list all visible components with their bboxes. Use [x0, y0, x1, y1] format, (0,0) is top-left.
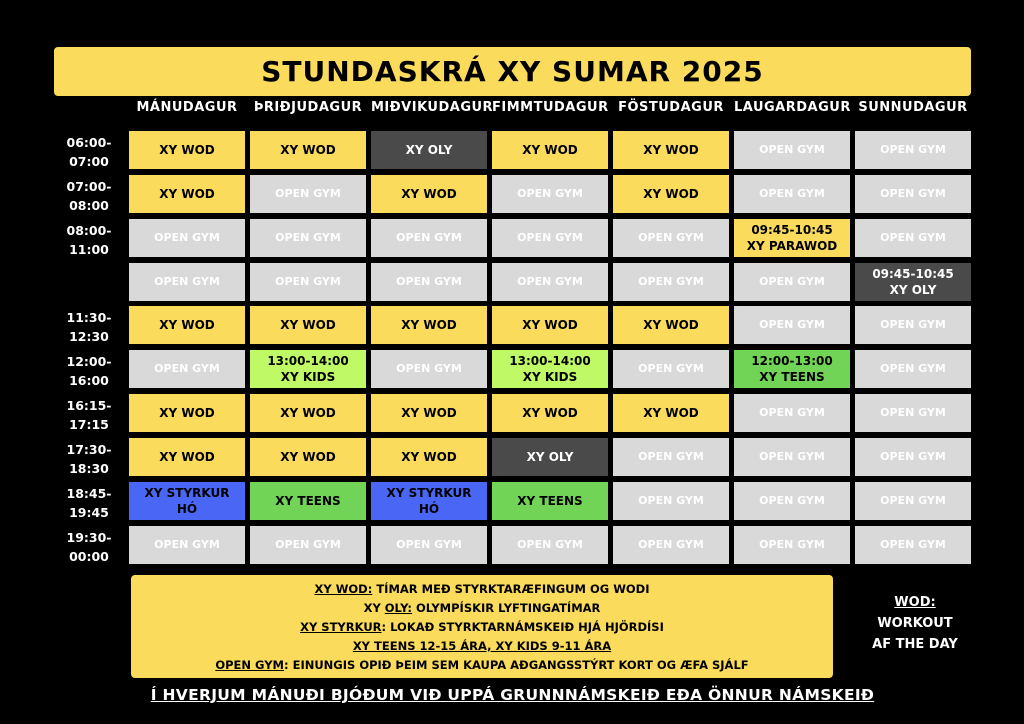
schedule-cell — [129, 175, 245, 213]
time-end: 07:00 — [69, 154, 109, 169]
time-end: 18:30 — [69, 461, 109, 476]
legend-prefix: XY — [363, 600, 385, 615]
schedule-cell — [855, 306, 971, 344]
schedule-cell — [613, 219, 729, 257]
day-header: FIMMTUDAGUR — [492, 100, 609, 115]
time-label — [54, 352, 124, 390]
schedule-cell — [129, 394, 245, 432]
cell-line: OPEN GYM — [638, 494, 704, 507]
time-start: 17:30- — [66, 442, 112, 457]
cell-line: OPEN GYM — [396, 538, 462, 551]
schedule-cell — [371, 394, 487, 432]
legend-key: XY TEENS 12-15 ÁRA, XY KIDS 9-11 ÁRA — [352, 638, 612, 653]
schedule-cell — [129, 438, 245, 476]
schedule-cell — [734, 394, 850, 432]
cell-line: XY WOD — [643, 406, 699, 420]
wod-note-title: WOD: — [894, 595, 936, 610]
cell-line: XY WOD — [401, 318, 457, 332]
schedule-cell — [250, 306, 366, 344]
time-start: 08:00- — [66, 223, 112, 238]
schedule-cell — [855, 482, 971, 520]
schedule-cell — [250, 219, 366, 257]
schedule-cell — [492, 438, 608, 476]
time-end: 00:00 — [69, 549, 109, 564]
schedule-cell — [492, 263, 608, 301]
cell-line: 12:00-13:00 — [751, 354, 833, 368]
time-label — [54, 440, 124, 478]
cell-line: OPEN GYM — [880, 187, 946, 200]
time-end: 19:45 — [69, 505, 109, 520]
cell-line: OPEN GYM — [880, 231, 946, 244]
cell-line: XY WOD — [643, 187, 699, 201]
schedule-cell — [492, 350, 608, 388]
cell-line: XY WOD — [280, 406, 336, 420]
time-label — [54, 221, 124, 259]
cell-line: OPEN GYM — [275, 275, 341, 288]
time-end: 17:15 — [69, 417, 109, 432]
schedule-cell — [855, 394, 971, 432]
cell-line: XY WOD — [159, 318, 215, 332]
cell-line: XY STYRKUR — [144, 486, 230, 500]
cell-line: XY WOD — [159, 450, 215, 464]
cell-line: OPEN GYM — [517, 187, 583, 200]
cell-line: 09:45-10:45 — [751, 223, 833, 237]
schedule-cell — [492, 482, 608, 520]
cell-line: XY OLY — [405, 143, 453, 157]
cell-line: OPEN GYM — [759, 187, 825, 200]
legend-text: OLYMPÍSKIR LYFTINGATÍMAR — [412, 600, 601, 615]
day-header: MIÐVIKUDAGUR — [371, 100, 494, 115]
schedule-cell — [371, 175, 487, 213]
schedule-cell — [613, 394, 729, 432]
time-start: 07:00- — [66, 179, 112, 194]
cell-line: XY WOD — [280, 318, 336, 332]
cell-line: OPEN GYM — [396, 231, 462, 244]
schedule-cell — [492, 175, 608, 213]
cell-line: OPEN GYM — [517, 538, 583, 551]
day-header: MÁNUDAGUR — [136, 100, 238, 115]
day-header: ÞRIÐJUDAGUR — [253, 100, 363, 115]
cell-line: XY WOD — [280, 143, 336, 157]
wod-note-line2: AF THE DAY — [872, 637, 958, 652]
schedule-cell — [129, 263, 245, 301]
cell-line: 09:45-10:45 — [872, 267, 954, 281]
time-end: 16:00 — [69, 373, 109, 388]
time-label — [54, 528, 124, 566]
cell-line: OPEN GYM — [154, 275, 220, 288]
schedule-cell — [250, 175, 366, 213]
schedule-cell — [371, 131, 487, 169]
schedule-cell — [129, 306, 245, 344]
schedule-cell — [492, 394, 608, 432]
footer-note: Í HVERJUM MÁNUÐI BJÓÐUM VIÐ UPPÁ GRUNNNÁMSKEIÐ EÐA ÖNNUR NÁMSKEIÐ — [150, 686, 875, 704]
schedule-cell — [734, 263, 850, 301]
cell-line: OPEN GYM — [638, 362, 704, 375]
cell-line: XY STYRKUR — [386, 486, 472, 500]
cell-line: XY WOD — [643, 318, 699, 332]
legend-text: : EINUNGIS OPIÐ ÞEIM SEM KAUPA AÐGANGSSTÝRT KORT OG ÆFA SJÁLF — [283, 657, 749, 672]
cell-line: OPEN GYM — [880, 538, 946, 551]
cell-line: XY WOD — [643, 143, 699, 157]
time-start: 12:00- — [66, 354, 112, 369]
title-bar — [54, 47, 971, 96]
cell-line: OPEN GYM — [275, 187, 341, 200]
cell-line: OPEN GYM — [759, 538, 825, 551]
legend-key: OPEN GYM — [215, 657, 284, 672]
day-header: LAUGARDAGUR — [734, 100, 851, 115]
schedule-cell — [371, 219, 487, 257]
time-start: 11:30- — [66, 310, 112, 325]
cell-line: 13:00-14:00 — [267, 354, 349, 368]
schedule-cell — [734, 131, 850, 169]
cell-line: OPEN GYM — [396, 275, 462, 288]
wod-note — [860, 592, 970, 655]
cell-line: OPEN GYM — [154, 231, 220, 244]
schedule-cell — [613, 175, 729, 213]
schedule-cell — [492, 219, 608, 257]
schedule-cell — [250, 438, 366, 476]
time-label — [54, 133, 124, 171]
schedule-cell — [250, 131, 366, 169]
time-label — [54, 484, 124, 522]
cell-line: XY TEENS — [275, 494, 341, 508]
time-end: 08:00 — [69, 198, 109, 213]
schedule-cell — [855, 350, 971, 388]
cell-line: XY KIDS — [522, 370, 578, 384]
time-label — [54, 308, 124, 346]
cell-line: OPEN GYM — [759, 406, 825, 419]
cell-line: OPEN GYM — [759, 494, 825, 507]
schedule-cell — [250, 263, 366, 301]
cell-line: OPEN GYM — [759, 318, 825, 331]
schedule-cell — [855, 438, 971, 476]
time-start: 18:45- — [66, 486, 112, 501]
schedule-cell — [613, 350, 729, 388]
legend-key: OLY: — [384, 600, 413, 615]
cell-line: OPEN GYM — [880, 318, 946, 331]
schedule-cell — [129, 131, 245, 169]
legend-line-wod — [315, 580, 650, 598]
time-start: 06:00- — [66, 135, 112, 150]
schedule-cell — [129, 350, 245, 388]
cell-line: XY WOD — [159, 187, 215, 201]
schedule-cell — [734, 482, 850, 520]
schedule-cell — [492, 131, 608, 169]
schedule-cell — [371, 438, 487, 476]
cell-line: XY WOD — [280, 450, 336, 464]
cell-line: OPEN GYM — [638, 275, 704, 288]
cell-line: OPEN GYM — [880, 450, 946, 463]
schedule-cell — [250, 526, 366, 564]
schedule-cell — [371, 482, 487, 520]
cell-line: 13:00-14:00 — [509, 354, 591, 368]
schedule-cell — [613, 438, 729, 476]
schedule-cell — [613, 131, 729, 169]
legend-line-open-gym — [215, 656, 748, 674]
page-title: STUNDASKRÁ XY SUMAR 2025 — [261, 55, 764, 88]
cell-line: OPEN GYM — [154, 362, 220, 375]
schedule-cell — [613, 482, 729, 520]
schedule-cell — [129, 482, 245, 520]
legend-line-teens-kids — [353, 637, 611, 655]
legend-line-oly — [364, 599, 601, 617]
cell-line: OPEN GYM — [880, 494, 946, 507]
cell-line: OPEN GYM — [638, 538, 704, 551]
cell-line: XY WOD — [401, 406, 457, 420]
schedule-cell — [613, 306, 729, 344]
cell-line: XY WOD — [159, 143, 215, 157]
cell-line: HÓ — [176, 502, 198, 516]
legend-text: TÍMAR MEÐ STYRKTARÆFINGUM OG WODI — [372, 581, 650, 596]
cell-line: OPEN GYM — [759, 275, 825, 288]
cell-line: OPEN GYM — [396, 362, 462, 375]
schedule-cell — [250, 482, 366, 520]
cell-line: OPEN GYM — [880, 406, 946, 419]
time-start: 16:15- — [66, 398, 112, 413]
schedule-cell — [855, 263, 971, 301]
schedule-cell — [734, 350, 850, 388]
cell-line: XY OLY — [889, 283, 937, 297]
cell-line: OPEN GYM — [880, 143, 946, 156]
cell-line: OPEN GYM — [759, 450, 825, 463]
cell-line: XY PARAWOD — [746, 239, 838, 253]
cell-line: XY TEENS — [759, 370, 825, 384]
cell-line: OPEN GYM — [638, 231, 704, 244]
schedule-cell — [613, 526, 729, 564]
schedule-cell — [492, 526, 608, 564]
cell-line: XY WOD — [522, 406, 578, 420]
day-header: SUNNUDAGUR — [858, 100, 968, 115]
cell-line: OPEN GYM — [880, 362, 946, 375]
cell-line: XY WOD — [522, 143, 578, 157]
legend-line-styrkur — [300, 618, 664, 636]
time-label — [54, 177, 124, 215]
legend-key: XY WOD: — [314, 581, 373, 596]
cell-line: XY WOD — [159, 406, 215, 420]
time-label — [54, 396, 124, 434]
time-end: 11:00 — [69, 242, 109, 257]
schedule-cell — [855, 131, 971, 169]
day-header: FÖSTUDAGUR — [618, 100, 724, 115]
cell-line: XY KIDS — [280, 370, 336, 384]
schedule-cell — [129, 219, 245, 257]
cell-line: XY TEENS — [517, 494, 583, 508]
schedule-cell — [371, 263, 487, 301]
wod-note-line1: WORKOUT — [877, 616, 953, 631]
cell-line: XY WOD — [522, 318, 578, 332]
schedule-cell — [855, 526, 971, 564]
cell-line: OPEN GYM — [517, 231, 583, 244]
time-end: 12:30 — [69, 329, 109, 344]
cell-line: XY WOD — [401, 450, 457, 464]
cell-line: XY OLY — [526, 450, 574, 464]
cell-line: OPEN GYM — [154, 538, 220, 551]
schedule-cell — [855, 219, 971, 257]
cell-line: OPEN GYM — [275, 538, 341, 551]
schedule-cell — [371, 306, 487, 344]
cell-line: OPEN GYM — [759, 143, 825, 156]
schedule-cell — [129, 526, 245, 564]
schedule-cell — [250, 394, 366, 432]
schedule-cell — [734, 175, 850, 213]
schedule-cell — [371, 526, 487, 564]
schedule-cell — [250, 350, 366, 388]
schedule-cell — [613, 263, 729, 301]
schedule-cell — [855, 175, 971, 213]
cell-line: OPEN GYM — [517, 275, 583, 288]
schedule-cell — [734, 219, 850, 257]
schedule-cell — [734, 306, 850, 344]
schedule-cell — [492, 306, 608, 344]
schedule-cell — [371, 350, 487, 388]
schedule-cell — [734, 526, 850, 564]
cell-line: OPEN GYM — [275, 231, 341, 244]
legend-box — [131, 575, 833, 678]
cell-line: OPEN GYM — [638, 450, 704, 463]
cell-line: HÓ — [418, 502, 440, 516]
schedule-cell — [734, 438, 850, 476]
time-start: 19:30- — [66, 530, 112, 545]
legend-key: XY STYRKUR — [300, 619, 382, 634]
cell-line: XY WOD — [401, 187, 457, 201]
legend-text: : LOKAÐ STYRKTARNÁMSKEIÐ HJÁ HJÖRDÍSI — [381, 619, 664, 634]
